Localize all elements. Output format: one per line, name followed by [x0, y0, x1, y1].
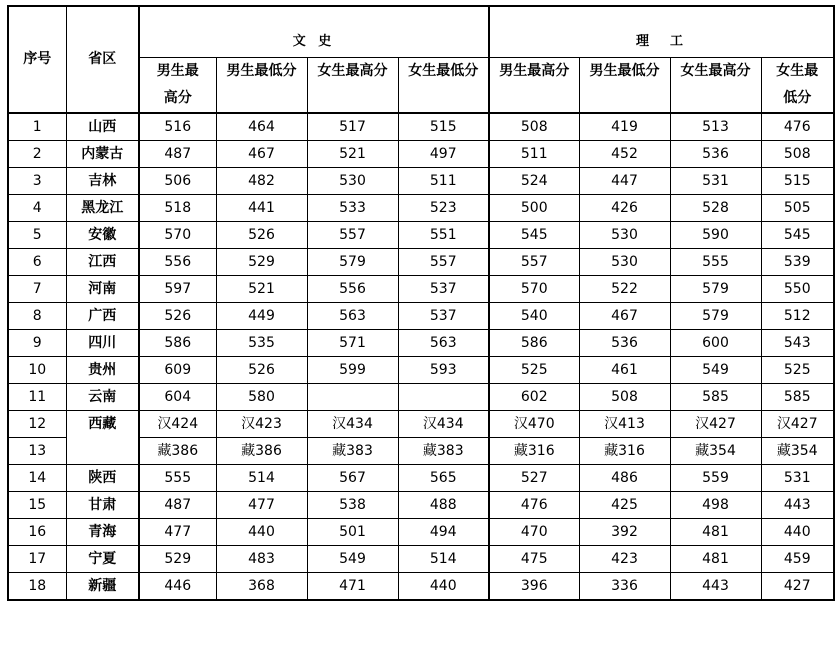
arts-score-cell: 藏386	[216, 437, 307, 464]
science-score-cell: 528	[670, 194, 761, 221]
province-cell: 河南	[66, 275, 139, 302]
header-science-col-4: 女生最低分	[761, 57, 834, 113]
science-score-cell: 579	[670, 275, 761, 302]
arts-score-cell: 449	[216, 302, 307, 329]
arts-score-cell: 570	[139, 221, 216, 248]
seq-cell: 15	[8, 491, 66, 518]
arts-score-cell: 557	[307, 221, 398, 248]
science-score-cell: 481	[670, 518, 761, 545]
arts-score-cell: 511	[398, 167, 489, 194]
arts-score-cell: 487	[139, 491, 216, 518]
science-score-cell: 570	[489, 275, 579, 302]
arts-score-cell: 529	[216, 248, 307, 275]
arts-score-cell: 556	[307, 275, 398, 302]
science-score-cell: 汉470	[489, 410, 579, 437]
arts-score-cell: 551	[398, 221, 489, 248]
province-cell: 内蒙古	[66, 140, 139, 167]
science-score-cell: 481	[670, 545, 761, 572]
arts-score-cell: 477	[139, 518, 216, 545]
science-score-cell: 585	[761, 383, 834, 410]
arts-score-cell: 487	[139, 140, 216, 167]
table-row	[8, 545, 834, 572]
arts-score-cell: 440	[398, 572, 489, 600]
science-score-cell: 555	[670, 248, 761, 275]
science-score-cell: 443	[761, 491, 834, 518]
arts-score-cell: 521	[216, 275, 307, 302]
arts-score-cell: 441	[216, 194, 307, 221]
science-score-cell: 498	[670, 491, 761, 518]
arts-score-cell: 471	[307, 572, 398, 600]
arts-score-cell: 535	[216, 329, 307, 356]
science-score-cell: 476	[761, 113, 834, 141]
arts-score-cell: 514	[216, 464, 307, 491]
arts-score-cell: 521	[307, 140, 398, 167]
arts-score-cell: 549	[307, 545, 398, 572]
science-score-cell: 藏354	[761, 437, 834, 464]
science-score-cell: 530	[579, 221, 670, 248]
science-score-cell: 藏354	[670, 437, 761, 464]
table-row	[8, 140, 834, 167]
science-score-cell: 486	[579, 464, 670, 491]
science-score-cell: 511	[489, 140, 579, 167]
arts-score-cell: 593	[398, 356, 489, 383]
table-row	[8, 167, 834, 194]
arts-score-cell: 526	[216, 221, 307, 248]
arts-score-cell: 556	[139, 248, 216, 275]
arts-score-cell: 515	[398, 113, 489, 141]
science-score-cell: 543	[761, 329, 834, 356]
arts-score-cell: 藏383	[398, 437, 489, 464]
seq-cell: 16	[8, 518, 66, 545]
arts-score-cell: 563	[398, 329, 489, 356]
arts-score-cell: 488	[398, 491, 489, 518]
table-row	[8, 410, 834, 437]
arts-score-cell: 482	[216, 167, 307, 194]
arts-score-cell: 藏383	[307, 437, 398, 464]
science-score-cell: 470	[489, 518, 579, 545]
arts-score-cell: 529	[139, 545, 216, 572]
science-score-cell: 530	[579, 248, 670, 275]
header-arts-col-4: 女生最低分	[398, 57, 489, 113]
header-group-arts: 文 史	[139, 6, 489, 57]
arts-score-cell: 501	[307, 518, 398, 545]
science-score-cell: 590	[670, 221, 761, 248]
seq-cell: 7	[8, 275, 66, 302]
arts-score-cell: 464	[216, 113, 307, 141]
science-score-cell: 602	[489, 383, 579, 410]
province-cell: 四川	[66, 329, 139, 356]
arts-score-cell: 597	[139, 275, 216, 302]
arts-score-cell: 汉434	[307, 410, 398, 437]
arts-score-cell: 藏386	[139, 437, 216, 464]
arts-score-cell: 526	[139, 302, 216, 329]
arts-score-cell	[398, 383, 489, 410]
science-score-cell: 600	[670, 329, 761, 356]
science-score-cell: 545	[489, 221, 579, 248]
province-cell: 吉林	[66, 167, 139, 194]
science-score-cell: 461	[579, 356, 670, 383]
header-arts-col-2: 男生最低分	[216, 57, 307, 113]
table-row	[8, 221, 834, 248]
arts-score-cell: 586	[139, 329, 216, 356]
science-score-cell: 536	[579, 329, 670, 356]
arts-score-cell: 汉434	[398, 410, 489, 437]
science-score-cell: 557	[489, 248, 579, 275]
arts-score-cell: 516	[139, 113, 216, 141]
arts-score-cell: 467	[216, 140, 307, 167]
seq-cell: 13	[8, 437, 66, 464]
science-score-cell: 524	[489, 167, 579, 194]
table-row	[8, 329, 834, 356]
arts-score-cell: 494	[398, 518, 489, 545]
science-score-cell: 586	[489, 329, 579, 356]
header-science-col-3: 女生最高分	[670, 57, 761, 113]
science-score-cell: 579	[670, 302, 761, 329]
arts-score-cell: 567	[307, 464, 398, 491]
seq-cell: 11	[8, 383, 66, 410]
arts-score-cell: 446	[139, 572, 216, 600]
science-score-cell: 392	[579, 518, 670, 545]
science-score-cell: 550	[761, 275, 834, 302]
seq-cell: 18	[8, 572, 66, 600]
science-score-cell: 427	[761, 572, 834, 600]
science-score-cell: 423	[579, 545, 670, 572]
province-cell: 甘肃	[66, 491, 139, 518]
province-cell: 贵州	[66, 356, 139, 383]
seq-cell: 6	[8, 248, 66, 275]
header-arts-col-3: 女生最高分	[307, 57, 398, 113]
table-row	[8, 248, 834, 275]
science-score-cell: 467	[579, 302, 670, 329]
header-science-col-2: 男生最低分	[579, 57, 670, 113]
science-score-cell: 527	[489, 464, 579, 491]
table-row	[8, 518, 834, 545]
arts-score-cell: 563	[307, 302, 398, 329]
arts-score-cell: 530	[307, 167, 398, 194]
header-seq: 序号	[8, 6, 66, 113]
arts-score-cell: 609	[139, 356, 216, 383]
science-score-cell: 447	[579, 167, 670, 194]
science-score-cell: 525	[761, 356, 834, 383]
arts-score-cell: 518	[139, 194, 216, 221]
arts-score-cell: 537	[398, 275, 489, 302]
science-score-cell: 508	[579, 383, 670, 410]
science-score-cell: 426	[579, 194, 670, 221]
science-score-cell: 512	[761, 302, 834, 329]
science-score-cell: 藏316	[489, 437, 579, 464]
science-score-cell: 531	[761, 464, 834, 491]
science-score-cell: 559	[670, 464, 761, 491]
science-score-cell: 425	[579, 491, 670, 518]
science-score-cell: 515	[761, 167, 834, 194]
arts-score-cell: 557	[398, 248, 489, 275]
science-score-cell: 336	[579, 572, 670, 600]
arts-score-cell: 571	[307, 329, 398, 356]
arts-score-cell: 604	[139, 383, 216, 410]
header-group-science: 理 工	[489, 6, 834, 57]
seq-cell: 5	[8, 221, 66, 248]
science-score-cell: 汉427	[761, 410, 834, 437]
arts-score-cell: 526	[216, 356, 307, 383]
arts-score-cell: 汉423	[216, 410, 307, 437]
arts-score-cell: 368	[216, 572, 307, 600]
province-cell: 山西	[66, 113, 139, 141]
science-score-cell: 522	[579, 275, 670, 302]
header-arts-col-1: 男生最高分	[139, 57, 216, 113]
arts-score-cell: 599	[307, 356, 398, 383]
arts-score-cell: 506	[139, 167, 216, 194]
seq-cell: 12	[8, 410, 66, 437]
arts-score-cell: 538	[307, 491, 398, 518]
science-score-cell: 475	[489, 545, 579, 572]
science-score-cell: 459	[761, 545, 834, 572]
science-score-cell: 508	[761, 140, 834, 167]
science-score-cell: 539	[761, 248, 834, 275]
province-cell: 江西	[66, 248, 139, 275]
province-cell: 宁夏	[66, 545, 139, 572]
province-cell: 陕西	[66, 464, 139, 491]
province-cell: 云南	[66, 383, 139, 410]
seq-cell: 8	[8, 302, 66, 329]
science-score-cell: 540	[489, 302, 579, 329]
science-score-cell: 545	[761, 221, 834, 248]
seq-cell: 2	[8, 140, 66, 167]
science-score-cell: 508	[489, 113, 579, 141]
science-score-cell: 500	[489, 194, 579, 221]
seq-cell: 10	[8, 356, 66, 383]
arts-score-cell: 483	[216, 545, 307, 572]
header-science-col-1: 男生最高分	[489, 57, 579, 113]
science-score-cell: 525	[489, 356, 579, 383]
science-score-cell: 419	[579, 113, 670, 141]
seq-cell: 17	[8, 545, 66, 572]
admission-scores-table	[7, 5, 835, 601]
province-cell: 安徽	[66, 221, 139, 248]
arts-score-cell: 555	[139, 464, 216, 491]
arts-score-cell: 580	[216, 383, 307, 410]
science-score-cell: 585	[670, 383, 761, 410]
table-row	[8, 383, 834, 410]
province-cell: 青海	[66, 518, 139, 545]
science-score-cell: 536	[670, 140, 761, 167]
arts-score-cell: 477	[216, 491, 307, 518]
arts-score-cell: 565	[398, 464, 489, 491]
arts-score-cell: 579	[307, 248, 398, 275]
arts-score-cell: 514	[398, 545, 489, 572]
arts-score-cell: 533	[307, 194, 398, 221]
seq-cell: 9	[8, 329, 66, 356]
science-score-cell: 396	[489, 572, 579, 600]
science-score-cell: 443	[670, 572, 761, 600]
arts-score-cell: 517	[307, 113, 398, 141]
table-row	[8, 302, 834, 329]
table-row	[8, 356, 834, 383]
seq-cell: 14	[8, 464, 66, 491]
science-score-cell: 531	[670, 167, 761, 194]
science-score-cell: 513	[670, 113, 761, 141]
science-score-cell: 452	[579, 140, 670, 167]
arts-score-cell: 440	[216, 518, 307, 545]
table-row	[8, 491, 834, 518]
province-cell: 西藏	[66, 410, 139, 464]
table-row	[8, 275, 834, 302]
arts-score-cell	[307, 383, 398, 410]
science-score-cell: 藏316	[579, 437, 670, 464]
province-cell: 广西	[66, 302, 139, 329]
seq-cell: 3	[8, 167, 66, 194]
science-score-cell: 汉427	[670, 410, 761, 437]
science-score-cell: 549	[670, 356, 761, 383]
arts-score-cell: 523	[398, 194, 489, 221]
table-row	[8, 113, 834, 141]
arts-score-cell: 497	[398, 140, 489, 167]
seq-cell: 4	[8, 194, 66, 221]
table-row	[8, 464, 834, 491]
science-score-cell: 汉413	[579, 410, 670, 437]
arts-score-cell: 汉424	[139, 410, 216, 437]
science-score-cell: 505	[761, 194, 834, 221]
seq-cell: 1	[8, 113, 66, 141]
province-cell: 黑龙江	[66, 194, 139, 221]
table-row	[8, 194, 834, 221]
header-province: 省区	[66, 6, 139, 113]
science-score-cell: 476	[489, 491, 579, 518]
science-score-cell: 440	[761, 518, 834, 545]
table-row	[8, 572, 834, 600]
arts-score-cell: 537	[398, 302, 489, 329]
province-cell: 新疆	[66, 572, 139, 600]
